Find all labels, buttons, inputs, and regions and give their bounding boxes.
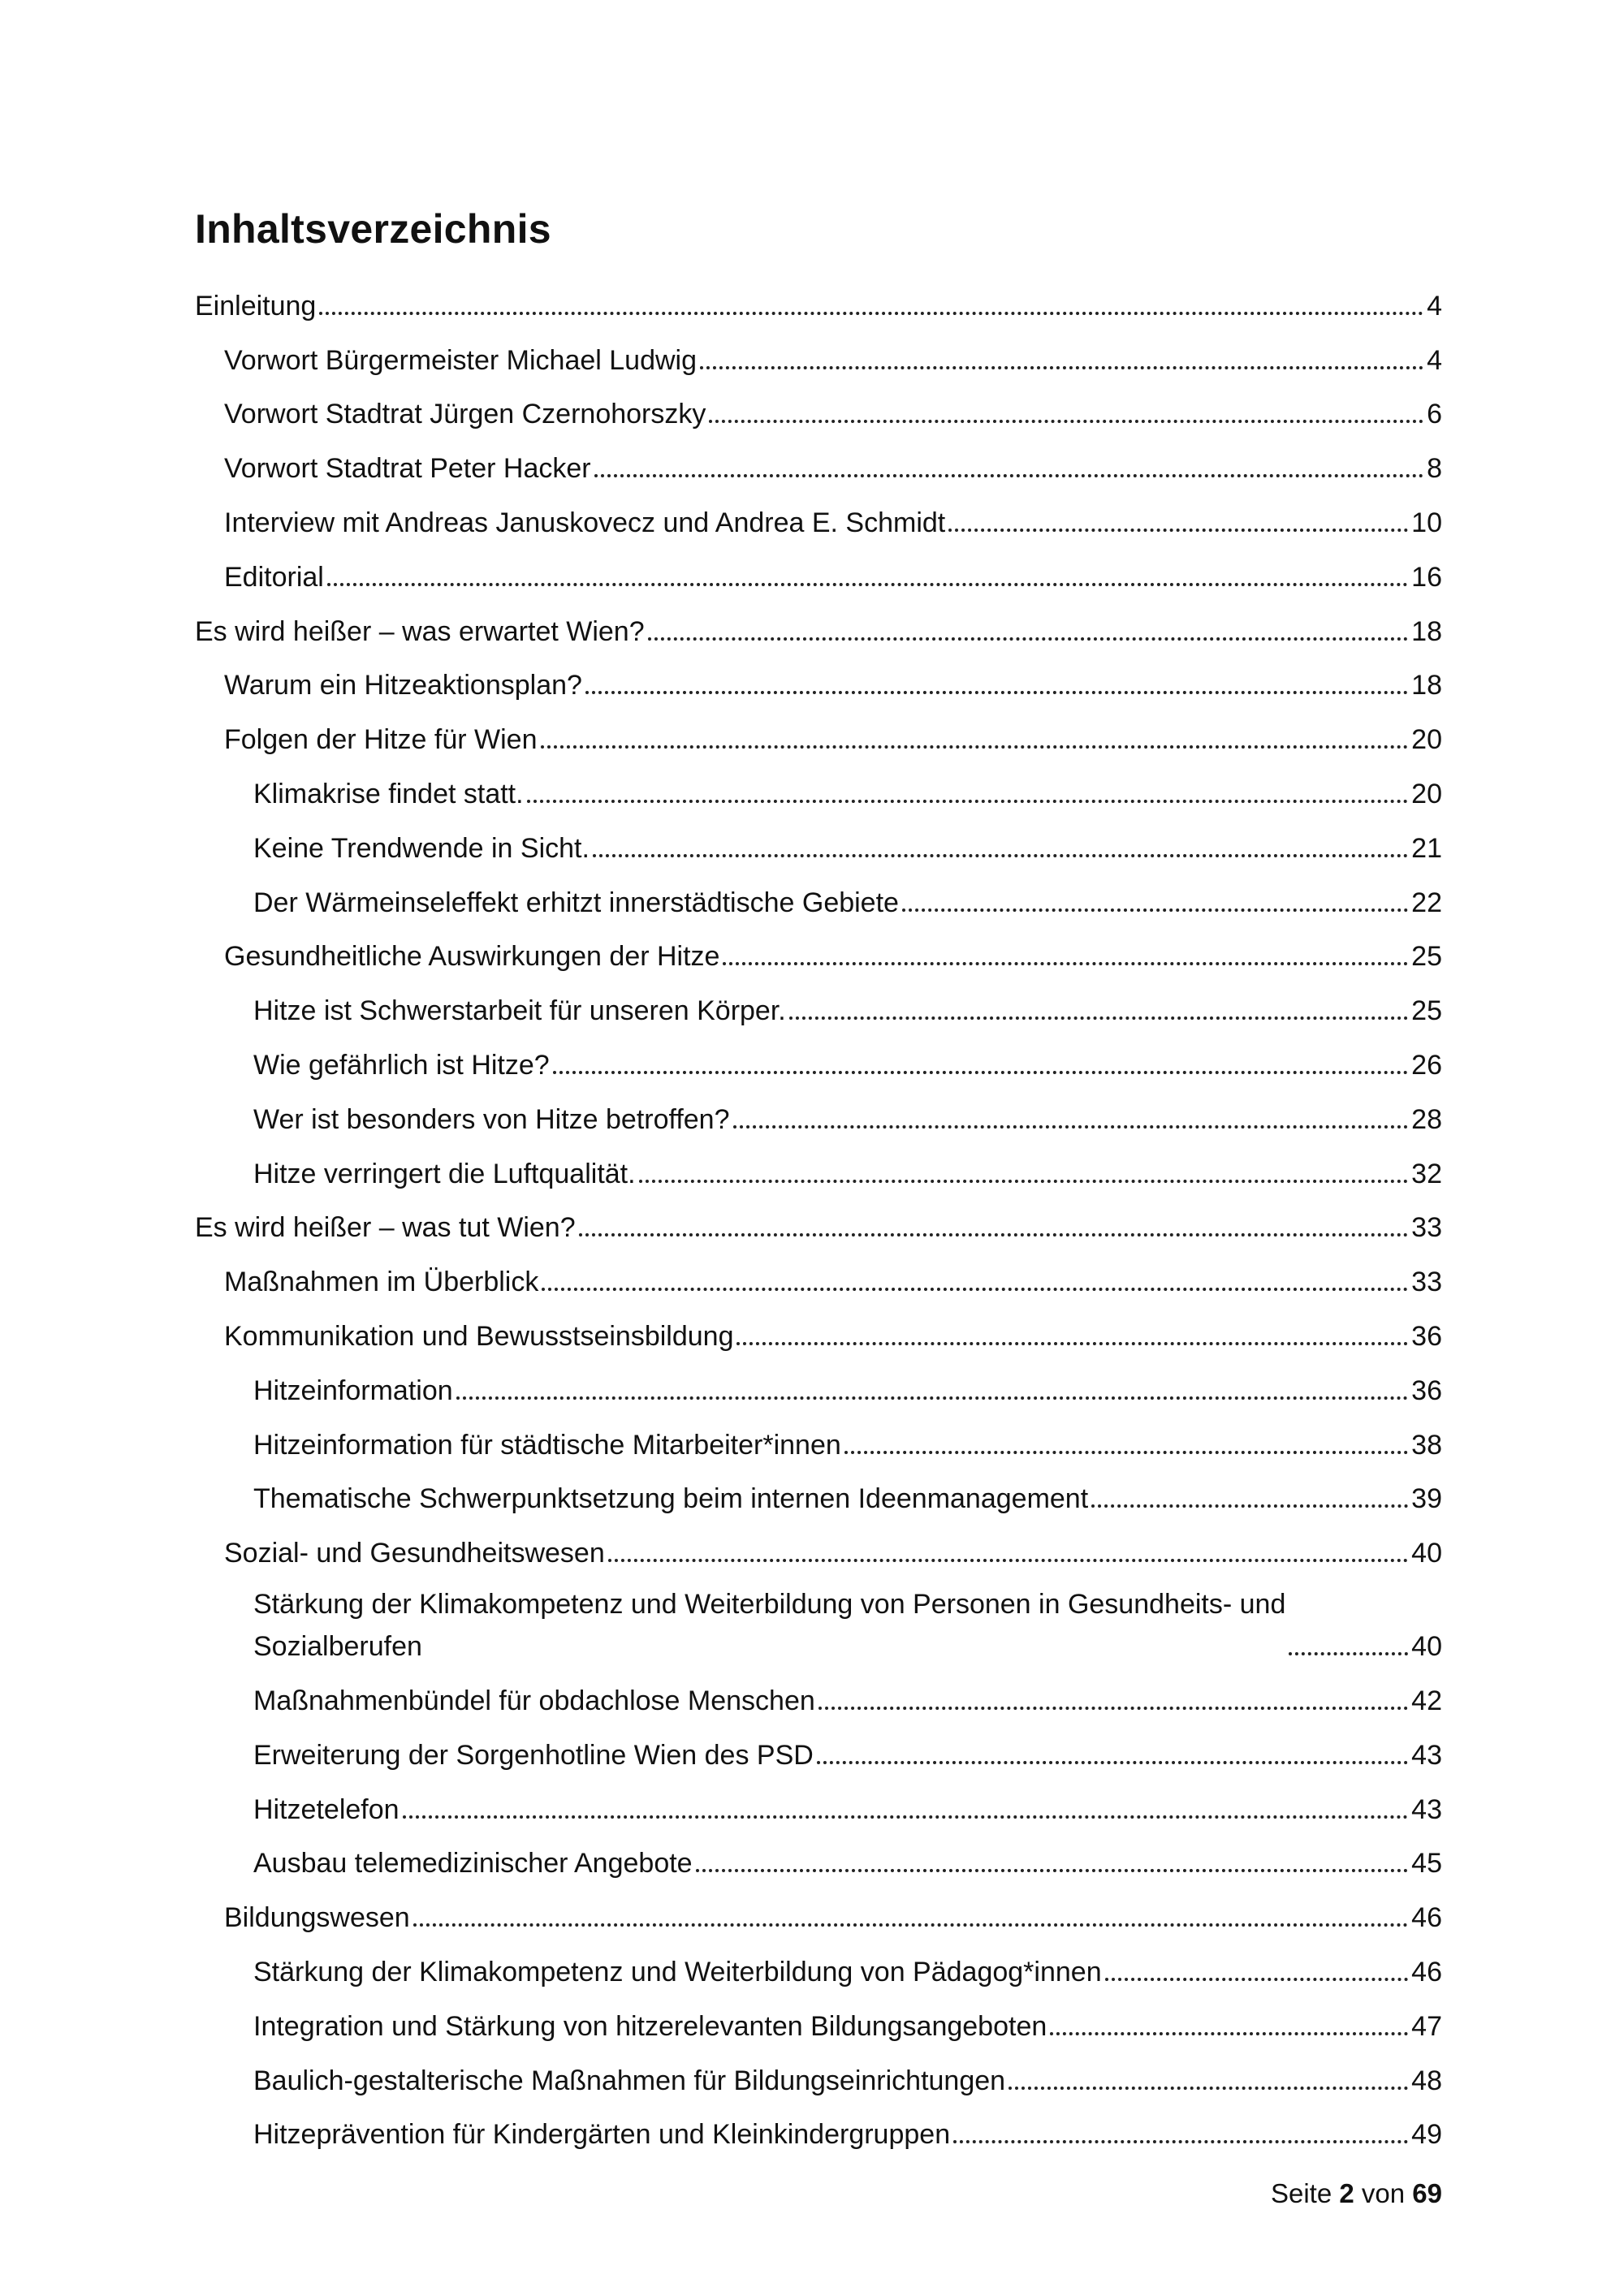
dot-leader bbox=[648, 637, 1409, 641]
toc-entry-link[interactable] bbox=[195, 1668, 1442, 1722]
dot-leader bbox=[902, 908, 1408, 912]
toc-item bbox=[195, 706, 1442, 761]
dot-leader bbox=[585, 691, 1408, 694]
dot-leader bbox=[953, 2140, 1408, 2143]
toc-page-number: 16 bbox=[1411, 561, 1442, 593]
toc-item bbox=[195, 1993, 1442, 2048]
toc-page-number: 28 bbox=[1411, 1103, 1442, 1135]
toc-entry-title: Hitze ist Schwerstarbeit für unseren Körper. bbox=[253, 995, 786, 1027]
toc-item bbox=[195, 761, 1442, 815]
toc-entry-title: Vorwort Bürgermeister Michael Ludwig bbox=[224, 344, 698, 376]
toc-item bbox=[195, 1249, 1442, 1303]
toc-entry-link[interactable] bbox=[195, 598, 1442, 653]
toc-entry-link[interactable] bbox=[195, 978, 1442, 1032]
toc-page-number: 45 bbox=[1411, 1848, 1442, 1880]
toc-page-number: 46 bbox=[1411, 1902, 1442, 1934]
toc-page-number: 10 bbox=[1411, 507, 1442, 538]
toc-page-number: 32 bbox=[1411, 1158, 1442, 1189]
toc-page-number: 21 bbox=[1411, 832, 1442, 864]
toc-page-number: 39 bbox=[1411, 1483, 1442, 1515]
toc-entry-title: Erweiterung der Sorgenhotline Wien des PSD bbox=[253, 1739, 814, 1771]
dot-leader bbox=[542, 1288, 1408, 1291]
dot-leader bbox=[1105, 1978, 1409, 1981]
toc-entry-link[interactable] bbox=[195, 924, 1442, 978]
toc-entry-link[interactable] bbox=[195, 1032, 1442, 1086]
footer-prefix: Seite bbox=[1270, 2178, 1332, 2208]
toc-entry-title: Sozial- und Gesundheitswesen bbox=[224, 1538, 605, 1569]
toc-entry-link[interactable] bbox=[195, 1520, 1442, 1574]
toc-item bbox=[195, 327, 1442, 382]
toc-page-number: 33 bbox=[1411, 1267, 1442, 1298]
toc-page-number: 4 bbox=[1427, 290, 1442, 322]
toc-item bbox=[195, 2102, 1442, 2156]
toc-item bbox=[195, 1884, 1442, 1939]
dot-leader bbox=[639, 1180, 1409, 1183]
toc-entry-title: Maßnahmen im Überblick bbox=[224, 1267, 539, 1298]
toc-entry-title: Keine Trendwende in Sicht. bbox=[253, 832, 590, 864]
toc-entry-link[interactable] bbox=[195, 544, 1442, 598]
toc-item bbox=[195, 2048, 1442, 2102]
toc-item bbox=[195, 1722, 1442, 1776]
toc-page-number: 20 bbox=[1411, 724, 1442, 756]
dot-leader bbox=[608, 1559, 1408, 1562]
toc-item bbox=[195, 273, 1442, 327]
toc-entry-link[interactable] bbox=[195, 706, 1442, 761]
toc-page-number: 6 bbox=[1427, 399, 1442, 430]
toc-page-number: 18 bbox=[1411, 615, 1442, 647]
toc-entry-link[interactable] bbox=[195, 1249, 1442, 1303]
toc-item bbox=[195, 870, 1442, 924]
toc-entry-title: Hitzeinformation für städtische Mitarbeiter*innen bbox=[253, 1429, 841, 1461]
dot-leader bbox=[319, 312, 1423, 315]
toc-page-number: 49 bbox=[1411, 2119, 1442, 2151]
dot-leader bbox=[593, 854, 1408, 857]
toc-item bbox=[195, 978, 1442, 1032]
toc-entry-link[interactable] bbox=[195, 1884, 1442, 1939]
toc-page-number: 8 bbox=[1427, 453, 1442, 485]
dot-leader bbox=[541, 745, 1409, 749]
toc-entry-title: Kommunikation und Bewusstseinsbildung bbox=[224, 1320, 734, 1352]
toc-item bbox=[195, 815, 1442, 870]
toc-page-number: 47 bbox=[1411, 2010, 1442, 2042]
toc-item bbox=[195, 435, 1442, 490]
toc-entry-title: Wie gefährlich ist Hitze? bbox=[253, 1049, 550, 1081]
toc-page-number: 25 bbox=[1411, 941, 1442, 973]
toc-entry-title: Hitzeinformation bbox=[253, 1375, 453, 1406]
toc-entry-link[interactable] bbox=[195, 1722, 1442, 1776]
toc-entry-link[interactable] bbox=[195, 2102, 1442, 2156]
toc-entry-title-line2: Sozialberufen bbox=[253, 1631, 422, 1663]
toc-item bbox=[195, 924, 1442, 978]
toc-page-number: 43 bbox=[1411, 1739, 1442, 1771]
toc-entry-title: Baulich-gestalterische Maßnahmen für Bildungseinrichtungen bbox=[253, 2065, 1006, 2096]
toc-page-number: 26 bbox=[1411, 1049, 1442, 1081]
toc-entry-title: Einleitung bbox=[195, 290, 317, 322]
dot-leader bbox=[527, 800, 1409, 803]
toc-entry-link[interactable] bbox=[195, 1831, 1442, 1885]
toc-entry-link[interactable] bbox=[195, 273, 1442, 327]
toc-item bbox=[195, 1939, 1442, 1993]
toc-entry-title bbox=[253, 1586, 1285, 1664]
toc-entry-title: Maßnahmenbündel für obdachlose Menschen bbox=[253, 1685, 815, 1716]
dot-leader bbox=[456, 1396, 1409, 1400]
toc-item bbox=[195, 1086, 1442, 1141]
dot-leader bbox=[789, 1016, 1408, 1020]
toc-entry-title: Ausbau telemedizinischer Angebote bbox=[253, 1848, 693, 1880]
toc-item bbox=[195, 1466, 1442, 1521]
toc-entry-title: Gesundheitliche Auswirkungen der Hitze bbox=[224, 941, 720, 973]
toc-entry-title: Es wird heißer – was tut Wien? bbox=[195, 1212, 576, 1244]
toc-entry-link[interactable] bbox=[195, 1412, 1442, 1466]
toc-page-number: 43 bbox=[1411, 1793, 1442, 1825]
toc-entry-title: Warum ein Hitzeaktionsplan? bbox=[224, 670, 582, 701]
toc-entry-title: Es wird heißer – was erwartet Wien? bbox=[195, 615, 645, 647]
toc-entry-title: Bildungswesen bbox=[224, 1902, 410, 1934]
dot-leader bbox=[1009, 2087, 1408, 2090]
toc-page-number: 33 bbox=[1411, 1212, 1442, 1244]
toc-entry-link[interactable] bbox=[195, 1574, 1442, 1668]
dot-leader bbox=[403, 1815, 1409, 1819]
toc-entry-title: Interview mit Andreas Januskovecz und Andrea E. Schmidt bbox=[224, 507, 946, 538]
dot-leader bbox=[700, 366, 1423, 369]
dot-leader bbox=[709, 420, 1423, 423]
dot-leader bbox=[579, 1233, 1409, 1236]
toc-page-number: 36 bbox=[1411, 1375, 1442, 1406]
toc-entry-link[interactable] bbox=[195, 382, 1442, 436]
dot-leader bbox=[736, 1342, 1408, 1345]
dot-leader bbox=[553, 1071, 1408, 1074]
toc-item bbox=[195, 490, 1442, 544]
toc-entry-link[interactable] bbox=[195, 1357, 1442, 1412]
toc-page-number: 42 bbox=[1411, 1685, 1442, 1716]
toc-entry-link[interactable] bbox=[195, 490, 1442, 544]
current-page-number: 2 bbox=[1339, 2178, 1354, 2208]
toc-entry-title: Editorial bbox=[224, 561, 324, 593]
toc-entry-link[interactable] bbox=[195, 1466, 1442, 1521]
toc-item bbox=[195, 1668, 1442, 1722]
dot-leader bbox=[723, 962, 1408, 965]
dot-leader bbox=[413, 1923, 1408, 1927]
toc-entry-link[interactable] bbox=[195, 1939, 1442, 1993]
toc-entry-link[interactable] bbox=[195, 2048, 1442, 2102]
toc-item bbox=[195, 1776, 1442, 1831]
toc-item bbox=[195, 1195, 1442, 1249]
toc-entry-title-line1: Stärkung der Klimakompetenz und Weiterbildung von Personen in Gesundheits- und bbox=[253, 1589, 1286, 1621]
toc-entry-link[interactable] bbox=[195, 1141, 1442, 1195]
toc-item bbox=[195, 1574, 1442, 1668]
toc-item bbox=[195, 1357, 1442, 1412]
toc-item bbox=[195, 1141, 1442, 1195]
toc-entry-title: Hitzetelefon bbox=[253, 1793, 400, 1825]
toc-page-number: 40 bbox=[1411, 1538, 1442, 1569]
dot-leader bbox=[1091, 1504, 1408, 1508]
toc-entry-link[interactable] bbox=[195, 761, 1442, 815]
toc-page-number: 38 bbox=[1411, 1429, 1442, 1461]
toc-item bbox=[195, 653, 1442, 707]
toc-entry-title: Vorwort Stadtrat Jürgen Czernohorszky bbox=[224, 399, 706, 430]
toc-entry-link[interactable] bbox=[195, 1086, 1442, 1141]
dot-leader bbox=[817, 1761, 1408, 1764]
toc-entry-title: Wer ist besonders von Hitze betroffen? bbox=[253, 1103, 730, 1135]
toc-entry-title: Hitze verringert die Luftqualität. bbox=[253, 1158, 636, 1189]
toc-entry-title: Thematische Schwerpunktsetzung beim internen Ideenmanagement bbox=[253, 1483, 1089, 1515]
toc-item bbox=[195, 1831, 1442, 1885]
dot-leader bbox=[948, 529, 1408, 532]
footer-separator: von bbox=[1361, 2178, 1406, 2208]
toc-page-number: 4 bbox=[1427, 344, 1442, 376]
dot-leader bbox=[1289, 1652, 1408, 1655]
toc-entry-link[interactable] bbox=[195, 1195, 1442, 1249]
toc-entry-link[interactable] bbox=[195, 327, 1442, 382]
table-of-contents bbox=[195, 273, 1442, 2156]
toc-entry-link[interactable] bbox=[195, 815, 1442, 870]
toc-entry-title: Klimakrise findet statt. bbox=[253, 778, 524, 809]
dot-leader bbox=[696, 1869, 1409, 1872]
toc-item bbox=[195, 544, 1442, 598]
toc-entry-link[interactable] bbox=[195, 870, 1442, 924]
toc-item bbox=[195, 1520, 1442, 1574]
toc-page-number: 48 bbox=[1411, 2065, 1442, 2096]
toc-entry-title: Vorwort Stadtrat Peter Hacker bbox=[224, 453, 591, 485]
dot-leader bbox=[327, 583, 1408, 586]
toc-entry-link[interactable] bbox=[195, 1776, 1442, 1831]
page-footer bbox=[1271, 2176, 1442, 2212]
toc-page-number: 25 bbox=[1411, 995, 1442, 1027]
toc-entry-title: Stärkung der Klimakompetenz und Weiterbildung von Pädagog*innen bbox=[253, 1956, 1102, 1987]
dot-leader bbox=[594, 474, 1423, 477]
toc-page-number: 46 bbox=[1411, 1956, 1442, 1987]
toc-page-number: 20 bbox=[1411, 778, 1442, 809]
toc-item bbox=[195, 598, 1442, 653]
dot-leader bbox=[818, 1707, 1408, 1710]
toc-page-number: 36 bbox=[1411, 1320, 1442, 1352]
toc-entry-link[interactable] bbox=[195, 1993, 1442, 2048]
toc-item bbox=[195, 1032, 1442, 1086]
toc-entry-link[interactable] bbox=[195, 435, 1442, 490]
toc-entry-title: Integration und Stärkung von hitzerelevanten Bildungsangeboten bbox=[253, 2010, 1047, 2042]
toc-entry-link[interactable] bbox=[195, 653, 1442, 707]
dot-leader bbox=[844, 1451, 1408, 1454]
dot-leader bbox=[1050, 2032, 1408, 2035]
dot-leader bbox=[733, 1125, 1409, 1129]
toc-item bbox=[195, 1412, 1442, 1466]
toc-entry-title: Folgen der Hitze für Wien bbox=[224, 724, 538, 756]
toc-page-number: 22 bbox=[1411, 887, 1442, 918]
toc-entry-title: Hitzeprävention für Kindergärten und Kleinkindergruppen bbox=[253, 2119, 951, 2151]
toc-item bbox=[195, 1303, 1442, 1357]
toc-item bbox=[195, 382, 1442, 436]
page-title: Inhaltsverzeichnis bbox=[195, 206, 551, 252]
toc-page-number: 40 bbox=[1411, 1631, 1442, 1663]
total-page-count: 69 bbox=[1412, 2178, 1442, 2208]
toc-page-number: 18 bbox=[1411, 670, 1442, 701]
toc-entry-link[interactable] bbox=[195, 1303, 1442, 1357]
toc-entry-title: Der Wärmeinseleffekt erhitzt innerstädtische Gebiete bbox=[253, 887, 899, 918]
